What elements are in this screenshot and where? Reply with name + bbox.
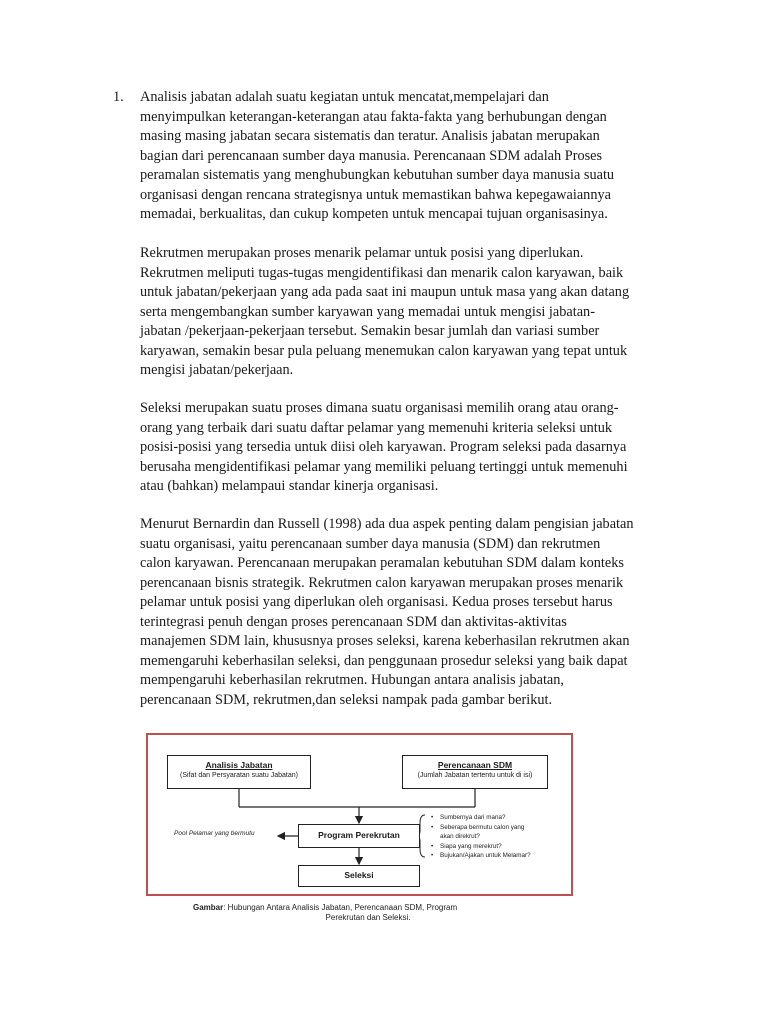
text-line: Analisis jabatan adalah suatu kegiatan untuk mencatat,mempelajari dan <box>140 89 549 105</box>
question-item: • Sumbernya dari mana? <box>440 813 531 823</box>
list-number: 1. <box>113 89 124 105</box>
text-line: perencanaan SDM, rekrutmen,dan seleksi nampak pada gambar berikut. <box>140 691 553 708</box>
text-line: menyimpulkan keterangan-keterangan atau fakta-fakta yang berhubungan dengan <box>140 108 607 125</box>
text-line: memengaruhi keberhasilan seleksi, dan penggunaan prosedur seleksi yang baik dapat <box>140 652 628 669</box>
question-item: • Bujukan/Ajakan untuk Melamar? <box>440 851 531 861</box>
text-line: orang yang terbaik dari suatu daftar pelamar yang memenuhi kriteria seleksi untuk <box>140 419 613 436</box>
program-perekrutan-box <box>298 824 420 848</box>
figure-caption <box>193 903 533 923</box>
text-line: pelamar untuk posisi yang diperlukan oleh organisasi. Kedua proses tersebut harus <box>140 594 613 610</box>
text-line: Rekrutmen meliputi tugas-tugas mengidentifikasi dan menarik calon karyawan, baik <box>140 264 624 281</box>
text-line: peramalan sistematis yang menghubungkan kebutuhan sumber daya manusia suatu <box>140 167 615 183</box>
text-line: Menurut Bernardin dan Russell (1998) ada dua aspek penting dalam pengisian jabatan <box>140 516 634 532</box>
text-line: berusaha mengidentifikasi pelamar yang memiliki peluang tertinggi untuk memenuhi <box>140 458 628 475</box>
text-line: calon karyawan. Perencanaan merupakan peramalan kebutuhan SDM dalam konteks <box>140 555 624 571</box>
question-item: • Siapa yang merekrut? <box>440 842 531 852</box>
text-line: masing masing jabatan secara sistematis dan teratur. Analisis jabatan merupakan <box>140 128 600 144</box>
text-line: organisasi dengan rencana strategisnya untuk memastikan bahwa kepegawaiannya <box>140 186 611 203</box>
question-item-continued: akan direkrut? <box>440 833 480 840</box>
text-line: suatu organisasi, yaitu perencanaan sumber daya manusia (SDM) dan rekrutmen <box>140 535 601 552</box>
text-line: perencanaan bisnis strategik. Rekrutmen calon karyawan merupakan proses menarik <box>140 574 624 591</box>
text-line: jabatan /pekerjaan-pekerjaan tersebut. Semakin besar jumlah dan variasi sumber <box>140 323 600 339</box>
recruitment-questions <box>430 813 531 861</box>
perencanaan-sdm-title: Perencanaan SDM <box>437 760 513 770</box>
recruitment-diagram <box>146 733 573 896</box>
caption-label: Gambar <box>193 903 224 912</box>
text-line: memadai, berkualitas, dan cukup kompeten untuk mencapai tujuan organisasinya. <box>140 206 608 222</box>
paragraph-analisis-jabatan <box>140 88 680 225</box>
paragraph-seleksi <box>140 399 680 497</box>
text-line: Rekrutmen merupakan proses menarik pelamar untuk posisi yang diperlukan. <box>140 245 584 261</box>
text-line: terintegrasi penuh dengan proses perencanaan SDM dan aktivitas-aktivitas <box>140 613 567 630</box>
text-line: Seleksi merupakan suatu proses dimana suatu organisasi memilih orang atau orang- <box>140 400 619 416</box>
program-perekrutan-label: Program Perekrutan <box>318 830 400 840</box>
paragraph-bernardin-russell <box>140 515 680 710</box>
caption-line-1: : Hubungan Antara Analisis Jabatan, Perencanaan SDM, Program <box>223 903 458 912</box>
text-line: serta mengembangkan sumber karyawan yang memadai untuk mengisi jabatan- <box>140 303 595 320</box>
pool-pelamar-label: Pool Pelamar yang bermutu <box>174 830 255 837</box>
text-line: mengisi jabatan/pekerjaan. <box>140 362 294 378</box>
text-line: mempengaruhi keberhasilan rekrutmen. Hubungan antara analisis jabatan, <box>140 672 564 688</box>
text-line: karyawan, semakin besar pula peluang menemukan calon karyawan yang tepat untuk <box>140 342 628 359</box>
paragraph-rekrutmen <box>140 244 680 381</box>
perencanaan-sdm-sub: (Jumlah Jabatan tertentu untuk di isi) <box>417 772 533 779</box>
caption-line-2: Perekrutan dan Seleksi. <box>325 913 411 922</box>
question-item: • Seberapa bermutu calon yang <box>440 823 531 833</box>
analisis-jabatan-sub: (Sifat dan Persyaratan suatu Jabatan) <box>180 772 298 779</box>
analisis-jabatan-box <box>167 755 311 789</box>
text-line: untuk jabatan/pekerjaan yang ada pada saat ini maupun untuk masa yang akan datang <box>140 284 630 300</box>
text-line: manajemen SDM lain, khususnya proses seleksi, karena keberhasilan rekrutmen akan <box>140 633 630 649</box>
text-line: atau (bahkan) melampaui standar kinerja organisasi. <box>140 478 439 494</box>
seleksi-box <box>298 865 420 887</box>
perencanaan-sdm-box <box>402 755 548 789</box>
text-line: bagian dari perencanaan sumber daya manusia. Perencanaan SDM adalah Proses <box>140 147 603 164</box>
analisis-jabatan-title: Analisis Jabatan <box>205 760 273 770</box>
seleksi-label: Seleksi <box>344 870 374 880</box>
text-line: posisi-posisi yang tersedia untuk diisi oleh karyawan. Program seleksi pada dasarnya <box>140 439 627 455</box>
